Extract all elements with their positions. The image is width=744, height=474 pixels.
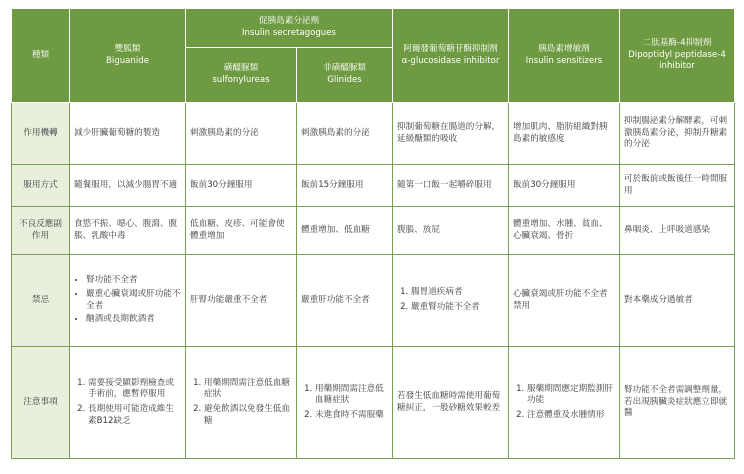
header-sensitizers-zh: 胰島素增敏劑 [538, 43, 590, 54]
cell-side-effects-glinides: 體重增加、低血糖 [297, 207, 393, 255]
cell-side-effects-dpp4: 鼻咽炎、上呼吸道感染 [620, 207, 735, 255]
cell-notes-agi: 若發生低血糖時需使用葡萄糖糾正，一般砂糖效果較差 [393, 347, 509, 459]
cell-contraindications-glinides: 嚴重肝功能不全者 [297, 255, 393, 347]
header-sensitizers [509, 9, 620, 103]
cell-notes-glinides [297, 347, 393, 459]
cell-notes-sensitizers [509, 347, 620, 459]
cell-mechanism-agi: 抑制葡萄糖在腸道的分解，延緩醣類的吸收 [393, 103, 509, 165]
header-sulfonylureas-zh: 磺醯脲類 [223, 63, 259, 74]
list-item: 2. 嚴重腎功能不全者 [411, 302, 504, 314]
header-row-1 [12, 9, 735, 48]
cell-mechanism-sulfonylureas: 刺激胰島素的分泌 [186, 103, 297, 165]
rowhead-notes: 注意事項 [12, 347, 70, 459]
list-item: 2. 注意體重及水腫情形 [527, 410, 615, 422]
rowhead-mechanism: 作用機轉 [12, 103, 70, 165]
cell-contraindications-sulfonylureas: 肝腎功能嚴重不全者 [186, 255, 297, 347]
header-glinides-en: Glinides [327, 75, 362, 85]
diabetes-drug-table [11, 8, 735, 459]
header-secretagogues-zh: 促胰島素分泌劑 [258, 16, 320, 27]
cell-usage-sensitizers: 飯前30分鐘服用 [509, 165, 620, 207]
list-item: 1. 服藥期間應定期監測肝功能 [527, 384, 615, 407]
list-item: 1. 用藥期間需注意低血糖症狀 [315, 384, 388, 407]
header-dpp4-zh: 二肽基酶-4抑制劑 [642, 38, 712, 49]
header-biguanide-en: Biguanide [105, 55, 150, 66]
header-sensitizers-en: Insulin sensitizers [525, 55, 603, 66]
header-dpp4 [620, 9, 735, 103]
list-item: 1. 需要接受顯影劑檢查或手術前，應暫停服用 [88, 378, 181, 401]
cell-contraindications-sensitizers: 心臟衰竭或肝功能不全者禁用 [509, 255, 620, 347]
list-item: 2. 未進食時不需服藥 [315, 410, 388, 422]
header-agi [393, 9, 509, 103]
drug-comparison [11, 8, 734, 459]
cell-side-effects-biguanide: 食慾不振、噁心、腹瀉、腹脹、乳酸中毒 [70, 207, 186, 255]
row-mechanism [12, 103, 735, 165]
cell-mechanism-sensitizers: 增加肌肉、脂肪組織對胰島素的敏感度 [509, 103, 620, 165]
cell-mechanism-biguanide: 減少肝臟葡萄糖的製造 [70, 103, 186, 165]
header-biguanide-zh: 雙胍類 [114, 43, 141, 54]
cell-usage-agi: 隨第一口飯一起嚼碎服用 [393, 165, 509, 207]
list-item: 2. 避免飲酒以免發生低血糖 [204, 404, 292, 427]
cell-notes-biguanide [70, 347, 186, 459]
cell-mechanism-glinides: 刺激胰島素的分泌 [297, 103, 393, 165]
cell-usage-biguanide: 隨餐服用，以減少腸胃不適 [70, 165, 186, 207]
header-dpp4-en: Dipoptidyl peptidase-4 inhibitor [628, 49, 726, 72]
cell-side-effects-sulfonylureas: 低血糖、皮疹、可能會使體重增加 [186, 207, 297, 255]
rowhead-side-effects: 不良反應副作用 [12, 207, 70, 255]
header-glinides [297, 48, 393, 103]
header-secretagogues-en: Insulin secretagogues [242, 28, 336, 38]
cell-side-effects-sensitizers: 體重增加、水腫、貧血、心臟衰竭、骨折 [509, 207, 620, 255]
cell-mechanism-dpp4: 抑制腸泌素分解酵素，可刺激胰島素分泌，抑制升糖素的分泌 [620, 103, 735, 165]
row-side-effects [12, 207, 735, 255]
cell-notes-sulfonylureas [186, 347, 297, 459]
header-secretagogues [186, 9, 393, 48]
header-biguanide [70, 9, 186, 103]
rowhead-contraindications: 禁忌 [12, 255, 70, 347]
header-agi-zh: 阿爾發葡萄糖苷酶抑制劑 [403, 43, 498, 54]
rowhead-usage: 服用方式 [12, 165, 70, 207]
list-item: 1. 用藥期間需注意低血糖症狀 [204, 378, 292, 401]
list-item: 1. 腸胃道疾病者 [411, 287, 504, 299]
header-sulfonylureas-en: sulfonylureas [212, 75, 270, 85]
header-corner: 種類 [12, 9, 70, 103]
cell-usage-sulfonylureas: 飯前30分鐘服用 [186, 165, 297, 207]
header-sulfonylureas [186, 48, 297, 103]
list-item: • 酗酒或長期飲酒者 [86, 314, 181, 326]
row-notes [12, 347, 735, 459]
header-agi-en: α-glucosidase inhibitor [401, 55, 500, 66]
cell-contraindications-biguanide [70, 255, 186, 347]
cell-contraindications-agi [393, 255, 509, 347]
cell-side-effects-agi: 腹脹、放屁 [393, 207, 509, 255]
row-usage [12, 165, 735, 207]
list-item: • 腎功能不全者 [86, 275, 181, 287]
row-contraindications [12, 255, 735, 347]
cell-usage-dpp4: 可於飯前或飯後任一時間服用 [620, 165, 735, 207]
cell-usage-glinides: 飯前15分鐘服用 [297, 165, 393, 207]
list-item: 2. 長期使用可能造成維生素B12缺乏 [88, 404, 181, 427]
cell-contraindications-dpp4: 對本藥成分過敏者 [620, 255, 735, 347]
list-item: • 嚴重心臟衰竭或肝功能不全者 [86, 289, 181, 312]
cell-notes-dpp4: 腎功能不全者需調整劑量，若出現胰臟炎症狀應立即就醫 [620, 347, 735, 459]
header-glinides-zh: 非磺醯脲類 [323, 63, 366, 74]
